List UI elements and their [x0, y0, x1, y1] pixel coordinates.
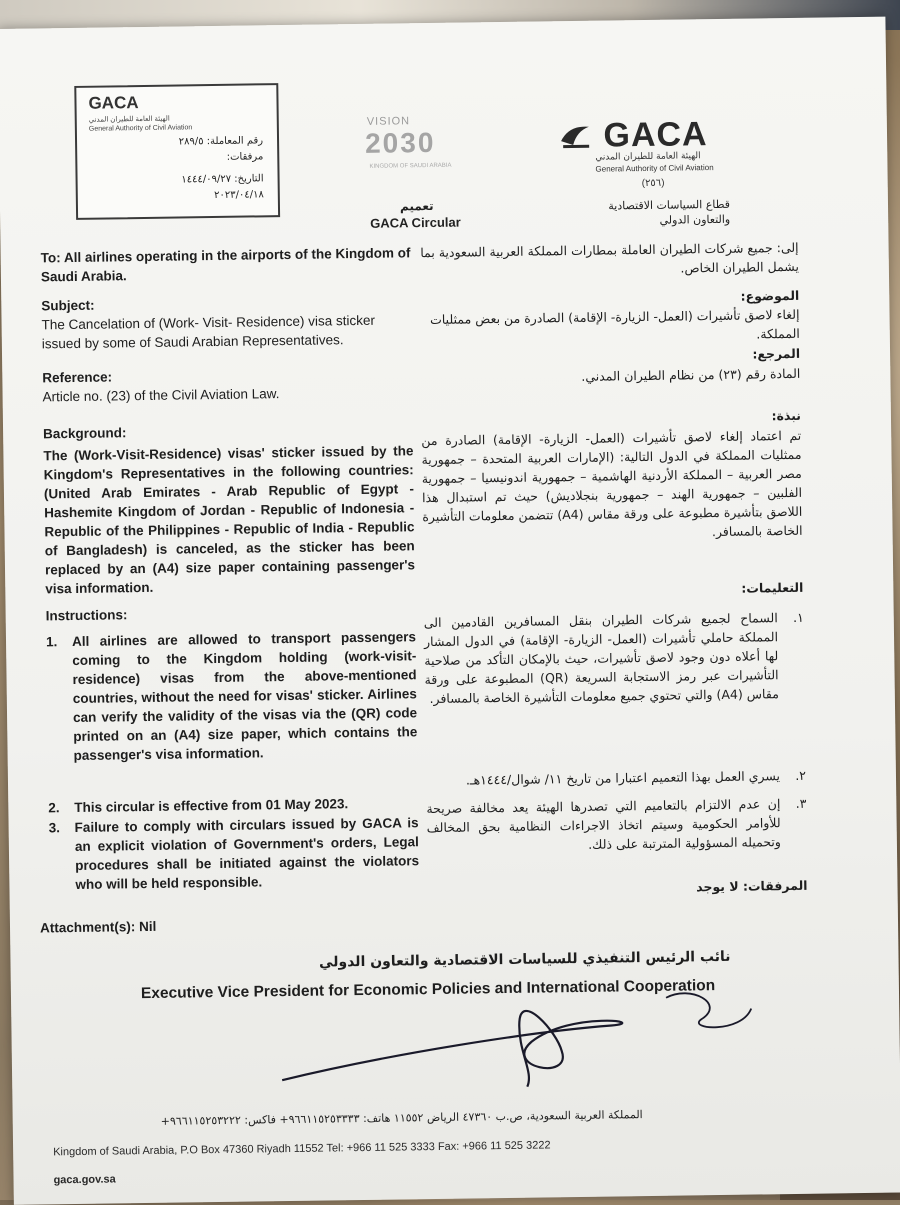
signatory-title-en: Executive Vice President for Economic Policies and International Cooperation: [140, 977, 716, 1003]
background-ar: تم اعتماد إلغاء لاصق تأشيرات (العمل- الزيارة- الإقامة) الصادرة من ممثليات المملكة في الدول التالية: (الإمارات العربية المتحدة – جمهورية مصر العربية – المملكة الأردنية الهاشمية – جمهورية اندونيسيا – جمهورية الفلبين – جمهورية الهند – جمهورية بنجلاديش) حيث تم استبدال هذا اللاصق بتأشيرة مطبوعة على ورقة مقاس (A4) تتضمن معلومات التأشيرة الخاصة بالمسافر.: [421, 427, 803, 540]
subject-label-en: Subject:: [41, 297, 95, 314]
instruction-item-ar: [424, 608, 805, 708]
signatory-title-ar: نائب الرئيس التنفيذي للسياسات الاقتصادية والتعاون الدولي: [318, 948, 731, 971]
stamp-subtitle: [89, 114, 193, 133]
footer-website: gaca.gov.sa: [53, 1173, 116, 1187]
instruction-number: ١.: [792, 609, 804, 625]
recipient-en: To: All airlines operating in the airports of the Kingdom of Saudi Arabia.: [40, 245, 411, 285]
instruction-text: يسري العمل بهذا التعميم اعتبارا من تاريخ ١١/ شوال/١٤٤٤هـ.: [465, 768, 781, 788]
instruction-number: 1.: [45, 634, 58, 650]
attachments-en: Attachment(s): Nil: [39, 918, 157, 936]
instruction-item-ar: [426, 766, 806, 790]
sector-name: قطاع السياسات الاقتصادية والتعاون الدولي: [608, 197, 731, 227]
gaca-logo-text: GACA: [603, 115, 708, 155]
instruction-text: السماح لجميع شركات الطيران بنقل المسافرين القادمين الى المملكة حاملي تأشيرات (العمل- الزيارة- الإقامة) في الدول المشار لها أعلاه دون وجود لاصق تأشيرات، حيث بالإمكان التأكد من صلاحية التأشيرات عبر رمز الاستجابة السريعة (QR) المطبوعة على ورقة مقاس (A4) والتي تحتوي جميع معلومات التأشيرة الخاصة بالمسافر.: [423, 610, 779, 707]
background-label-ar: نبذة:: [771, 407, 802, 424]
background-label-en: Background:: [43, 425, 127, 442]
gaca-name-en: General Authority of Civil Aviation: [595, 163, 714, 174]
reference-ar: المادة رقم (٢٣) من نظام الطيران المدني.: [581, 365, 801, 384]
gaca-number: (٢٥٦): [641, 177, 665, 190]
gaca-logo: [559, 115, 708, 156]
registration-stamp: [74, 83, 280, 220]
recipient-ar: إلى: جميع شركات الطيران العاملة بمطارات المملكة العربية السعودية بما يشمل الطيران الخاص.: [420, 239, 799, 276]
gaca-name-ar: الهيئة العامة للطيران المدني: [595, 151, 701, 163]
handwritten-signature: [271, 978, 772, 1095]
footer-address-en: Kingdom of Saudi Arabia, P.O Box 47360 Riyadh 11552 Tel: +966 11 525 3333 Fax: +966 11 525 3222: [53, 1139, 551, 1159]
instruction-text: All airlines are allowed to transport passengers coming to the Kingdom holding (work-visit-residence) visas from the above-mentioned countries, without the need for visas' sticker. Airlines can verify the validity of the visas via the (QR) code printed on an (A4) size paper, which contains the passenger's visa information.: [71, 629, 418, 764]
circular-title-ar: تعميم: [399, 198, 434, 214]
instruction-item-en: [48, 813, 419, 894]
footer-address-ar: المملكة العربية السعودية، ص.ب ٤٧٣٦٠ الرياض ١١٥٥٢ هاتف: ٩٦٦١١٥٢٥٣٣٣٣+ فاكس: ٩٦٦١١٥٢٥٣٢٢٢+: [160, 1108, 643, 1128]
subject-ar: إلغاء لاصق تأشيرات (العمل- الزيارة- الإقامة) الصادرة من بعض ممثليات المملكة.: [429, 306, 800, 342]
subject-en: The Cancelation of (Work- Visit- Residence) visa sticker issued by some of Saudi Arabian Representatives.: [41, 312, 376, 352]
stamp-attachments: مرفقات:: [226, 151, 264, 163]
instruction-number: ٢.: [795, 767, 807, 783]
instruction-number: 2.: [48, 800, 60, 816]
vision-2030-label: VISION: [366, 115, 411, 128]
stamp-date-hijri: التاريخ: ١٤٤٤/٠٩/٢٧: [181, 173, 264, 186]
subject-label-ar: الموضوع:: [740, 287, 800, 304]
instruction-number: ٣.: [795, 795, 807, 811]
attachments-ar: المرفقات: لا يوجد: [696, 877, 808, 895]
circular-document: [0, 17, 900, 1205]
instruction-item-en: [46, 627, 418, 765]
stamp-subtitle-ar: الهيئة العامة للطيران المدني: [88, 115, 170, 124]
reference-en: Article no. (23) of the Civil Aviation Law.: [42, 386, 280, 405]
instruction-number: 3.: [48, 820, 60, 836]
instruction-item-ar: [426, 794, 807, 856]
instructions-label-ar: التعليمات:: [741, 579, 804, 596]
gaca-emblem-icon: [559, 121, 593, 151]
circular-title-en: GACA Circular: [370, 214, 461, 231]
vision-2030-logo: 2030: [364, 126, 436, 159]
reference-label-ar: المرجع:: [752, 345, 801, 362]
stamp-reference: رقم المعاملة: ٢٨٩/٥: [178, 135, 264, 148]
instruction-text: إن عدم الالتزام بالتعاميم التي تصدرها الهيئة يعد مخالفة صريحة للأوامر الحكومية وسيتم اتخاذ الاجراءات النظامية بحق المخالف وتحميله المسؤولية المترتبة على ذلك.: [426, 796, 781, 852]
stamp-subtitle-en: General Authority of Civil Aviation: [88, 124, 193, 133]
stamp-date-gregorian: ٢٠٢٣/٠٤/١٨: [214, 189, 264, 201]
instruction-text: This circular is effective from 01 May 2023.: [74, 796, 349, 816]
instruction-text: Failure to comply with circulars issued by GACA is an explicit violation of Government's orders, Legal procedures shall be initiated against the violators who will be held responsible.: [74, 815, 420, 892]
instructions-label-en: Instructions:: [45, 607, 128, 624]
background-en: The (Work-Visit-Residence) visas' sticker issued by the Kingdom's Representatives in the following countries: (United Arab Emirates - Arab Republic of Egypt - Hashemite Kingdom of Jordan - Republic of Indonesia - Republic of the Philippines - Republic of India - Republic of Bangladesh) is canceled, as the sticker has been replaced by an (A4) size paper containing passenger's visa information.: [43, 443, 416, 597]
stamp-logo: GACA: [88, 93, 139, 113]
vision-2030-caption: KINGDOM OF SAUDI ARABIA: [369, 162, 452, 170]
reference-label-en: Reference:: [42, 369, 113, 386]
